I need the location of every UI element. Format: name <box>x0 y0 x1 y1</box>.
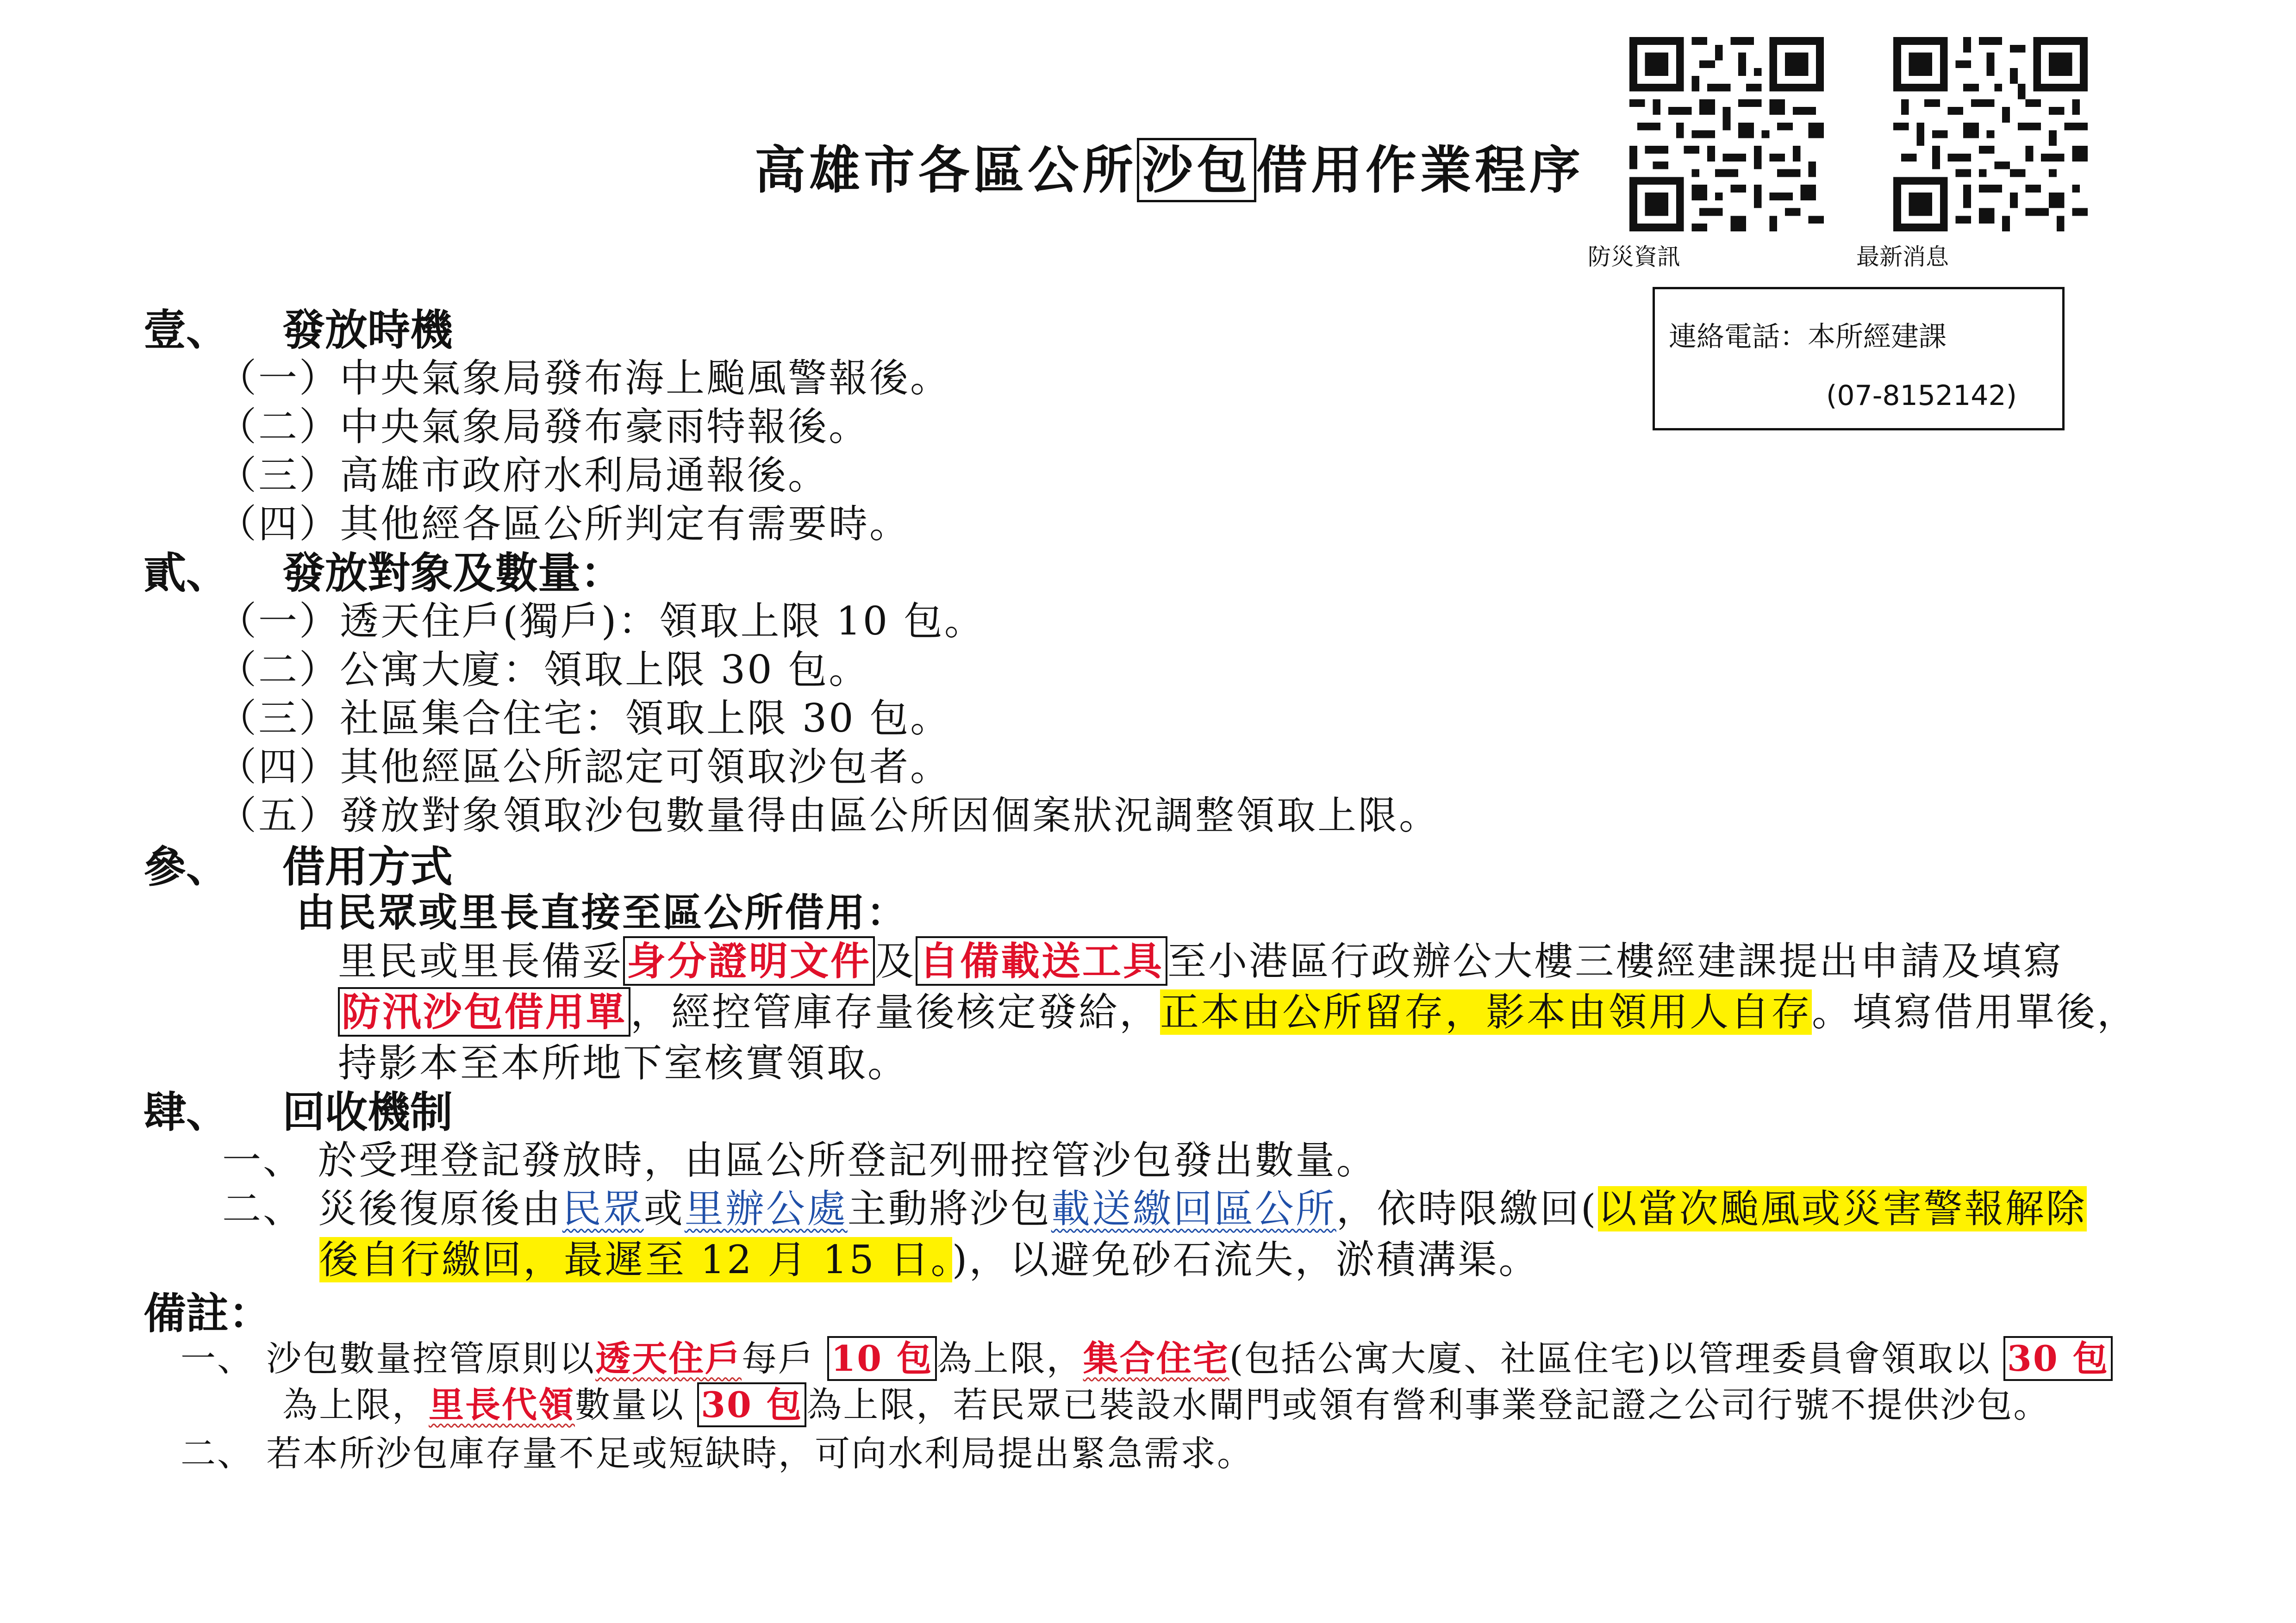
s3-p2-text: ，經控管庫存量後核定發給， <box>630 989 1160 1035</box>
section-2-number: 貳、 <box>144 548 229 598</box>
original-copy-highlight: 正本由公所留存，影本由領用人自存 <box>1160 989 1812 1035</box>
section-1-title: 發放時機 <box>282 305 453 355</box>
s1-item-4: （四）其他經各區公所判定有需要時。 <box>218 501 911 547</box>
section-4-title: 回收機制 <box>282 1087 453 1137</box>
note-2-qty: 數量以 <box>575 1384 698 1425</box>
s1-item-2: （二）中央氣象局發布豪雨特報後。 <box>218 404 870 449</box>
s3-p1-text: 里民或里長備妥 <box>338 939 624 984</box>
s4-i3-rest: )，以避免砂石流失，淤積溝渠。 <box>952 1237 1540 1282</box>
s4-item-2 <box>222 1178 2087 1234</box>
s4-item-1: 一、 於受理登記發放時，由區公所登記列冊控管沙包發出數量。 <box>222 1138 1377 1183</box>
note-1-rest: (包括公寓大廈、社區住宅)以管理委員會領取以 <box>1229 1338 2004 1379</box>
qr-code-latest-news[interactable] <box>1893 37 2088 231</box>
note-1-per: 每戶 <box>742 1338 828 1379</box>
s1-item-3: （三）高雄市政府水利局通報後。 <box>218 453 829 498</box>
s4-i2-or: 或 <box>643 1186 685 1231</box>
section-3-number: 參、 <box>144 842 229 892</box>
note-2-rest: 為上限，若民眾已裝設水閘門或領有營利事業登記證之公司行號不提供沙包。 <box>806 1384 2050 1425</box>
s4-i2-text: 二、 災後復原後由 <box>222 1186 562 1231</box>
s2-item-4: （四）其他經區公所認定可領取沙包者。 <box>218 744 951 790</box>
s2-item-5: （五）發放對象領取沙包數量得由區公所因個案狀況調整領取上限。 <box>218 793 1440 838</box>
s4-item-2-cont <box>319 1229 1539 1285</box>
s2-item-3: （三）社區集合住宅：領取上限 30 包。 <box>218 696 951 741</box>
qr-left-label: 防災資訊 <box>1588 243 1680 270</box>
section-2-title: 發放對象及數量： <box>282 548 624 598</box>
limit-30-bags-chief: 30 包 <box>697 1382 806 1427</box>
title-post: 借用作業程序 <box>1256 140 1584 200</box>
section-3-title: 借用方式 <box>282 842 453 892</box>
s3-para-line-3: 持影本至本所地下室核實領取。 <box>338 1040 909 1086</box>
s2-item-1: （一）透天住戶(獨戶)：領取上限 10 包。 <box>218 598 985 644</box>
id-document-term: 身分證明文件 <box>623 936 875 986</box>
village-office-term: 里辦公處 <box>684 1186 848 1231</box>
s3-p1-rest: 至小港區行政辦公大樓三樓經建課提出申請及填寫 <box>1167 939 2064 984</box>
return-deadline-highlight: 以當次颱風或災害警報解除 <box>1597 1186 2087 1231</box>
s4-i2-mid: 主動將沙包 <box>847 1186 1051 1231</box>
note-1-limit: 為上限， <box>936 1338 1083 1379</box>
return-date-highlight: 後自行繳回，最遲至 12 月 15 日。 <box>319 1237 952 1282</box>
limit-10-bags: 10 包 <box>827 1336 936 1381</box>
note-2: 二、 若本所沙包庫存量不足或短缺時，可向水利局提出緊急需求。 <box>181 1433 1254 1474</box>
detached-house-term: 透天住戶 <box>595 1338 742 1379</box>
s2-item-2: （二）公寓大廈：領取上限 30 包。 <box>218 647 870 692</box>
collective-housing-term: 集合住宅 <box>1083 1338 1229 1379</box>
s3-p1-and: 及 <box>875 939 916 984</box>
s1-item-1: （一）中央氣象局發布海上颱風警報後。 <box>218 355 951 401</box>
note-2-text: 為上限， <box>282 1384 429 1425</box>
qr-code-disaster-info[interactable] <box>1629 37 1824 231</box>
title-boxed: 沙包 <box>1137 138 1256 202</box>
limit-30-bags: 30 包 <box>2003 1336 2113 1381</box>
public-term: 民眾 <box>562 1186 644 1231</box>
note-1-line-1 <box>181 1331 2113 1381</box>
note-1-line-2 <box>282 1377 2050 1427</box>
s3-para-line-2 <box>338 981 2138 1037</box>
village-chief-term: 里長代領 <box>429 1384 575 1425</box>
section-1-number: 壹、 <box>144 305 229 355</box>
section-4-number: 肆、 <box>144 1087 229 1137</box>
contact-label: 連絡電話：本所經建課 <box>1669 321 1947 353</box>
s3-subtitle: 由民眾或里長直接至區公所借用： <box>296 889 908 935</box>
contact-phone: (07-8152142) <box>1826 379 2017 412</box>
transport-tool-term: 自備載送工具 <box>916 936 1167 986</box>
s3-p2-rest: 。填寫借用單後， <box>1812 989 2138 1035</box>
s4-i2-deadline: ，依時限繳回( <box>1336 1186 1598 1231</box>
notes-heading: 備註： <box>144 1288 272 1338</box>
note-1-text: 一、 沙包數量控管原則以 <box>181 1338 596 1379</box>
borrow-form-term: 防汛沙包借用單 <box>338 987 630 1037</box>
qr-right-label: 最新消息 <box>1856 243 1949 270</box>
page-title <box>755 130 1584 203</box>
title-pre: 高雄市各區公所 <box>755 140 1137 200</box>
contact-box <box>1653 287 2065 430</box>
s3-para-line-1 <box>338 930 2064 986</box>
return-to-office-term: 載送繳回區公所 <box>1051 1186 1336 1231</box>
